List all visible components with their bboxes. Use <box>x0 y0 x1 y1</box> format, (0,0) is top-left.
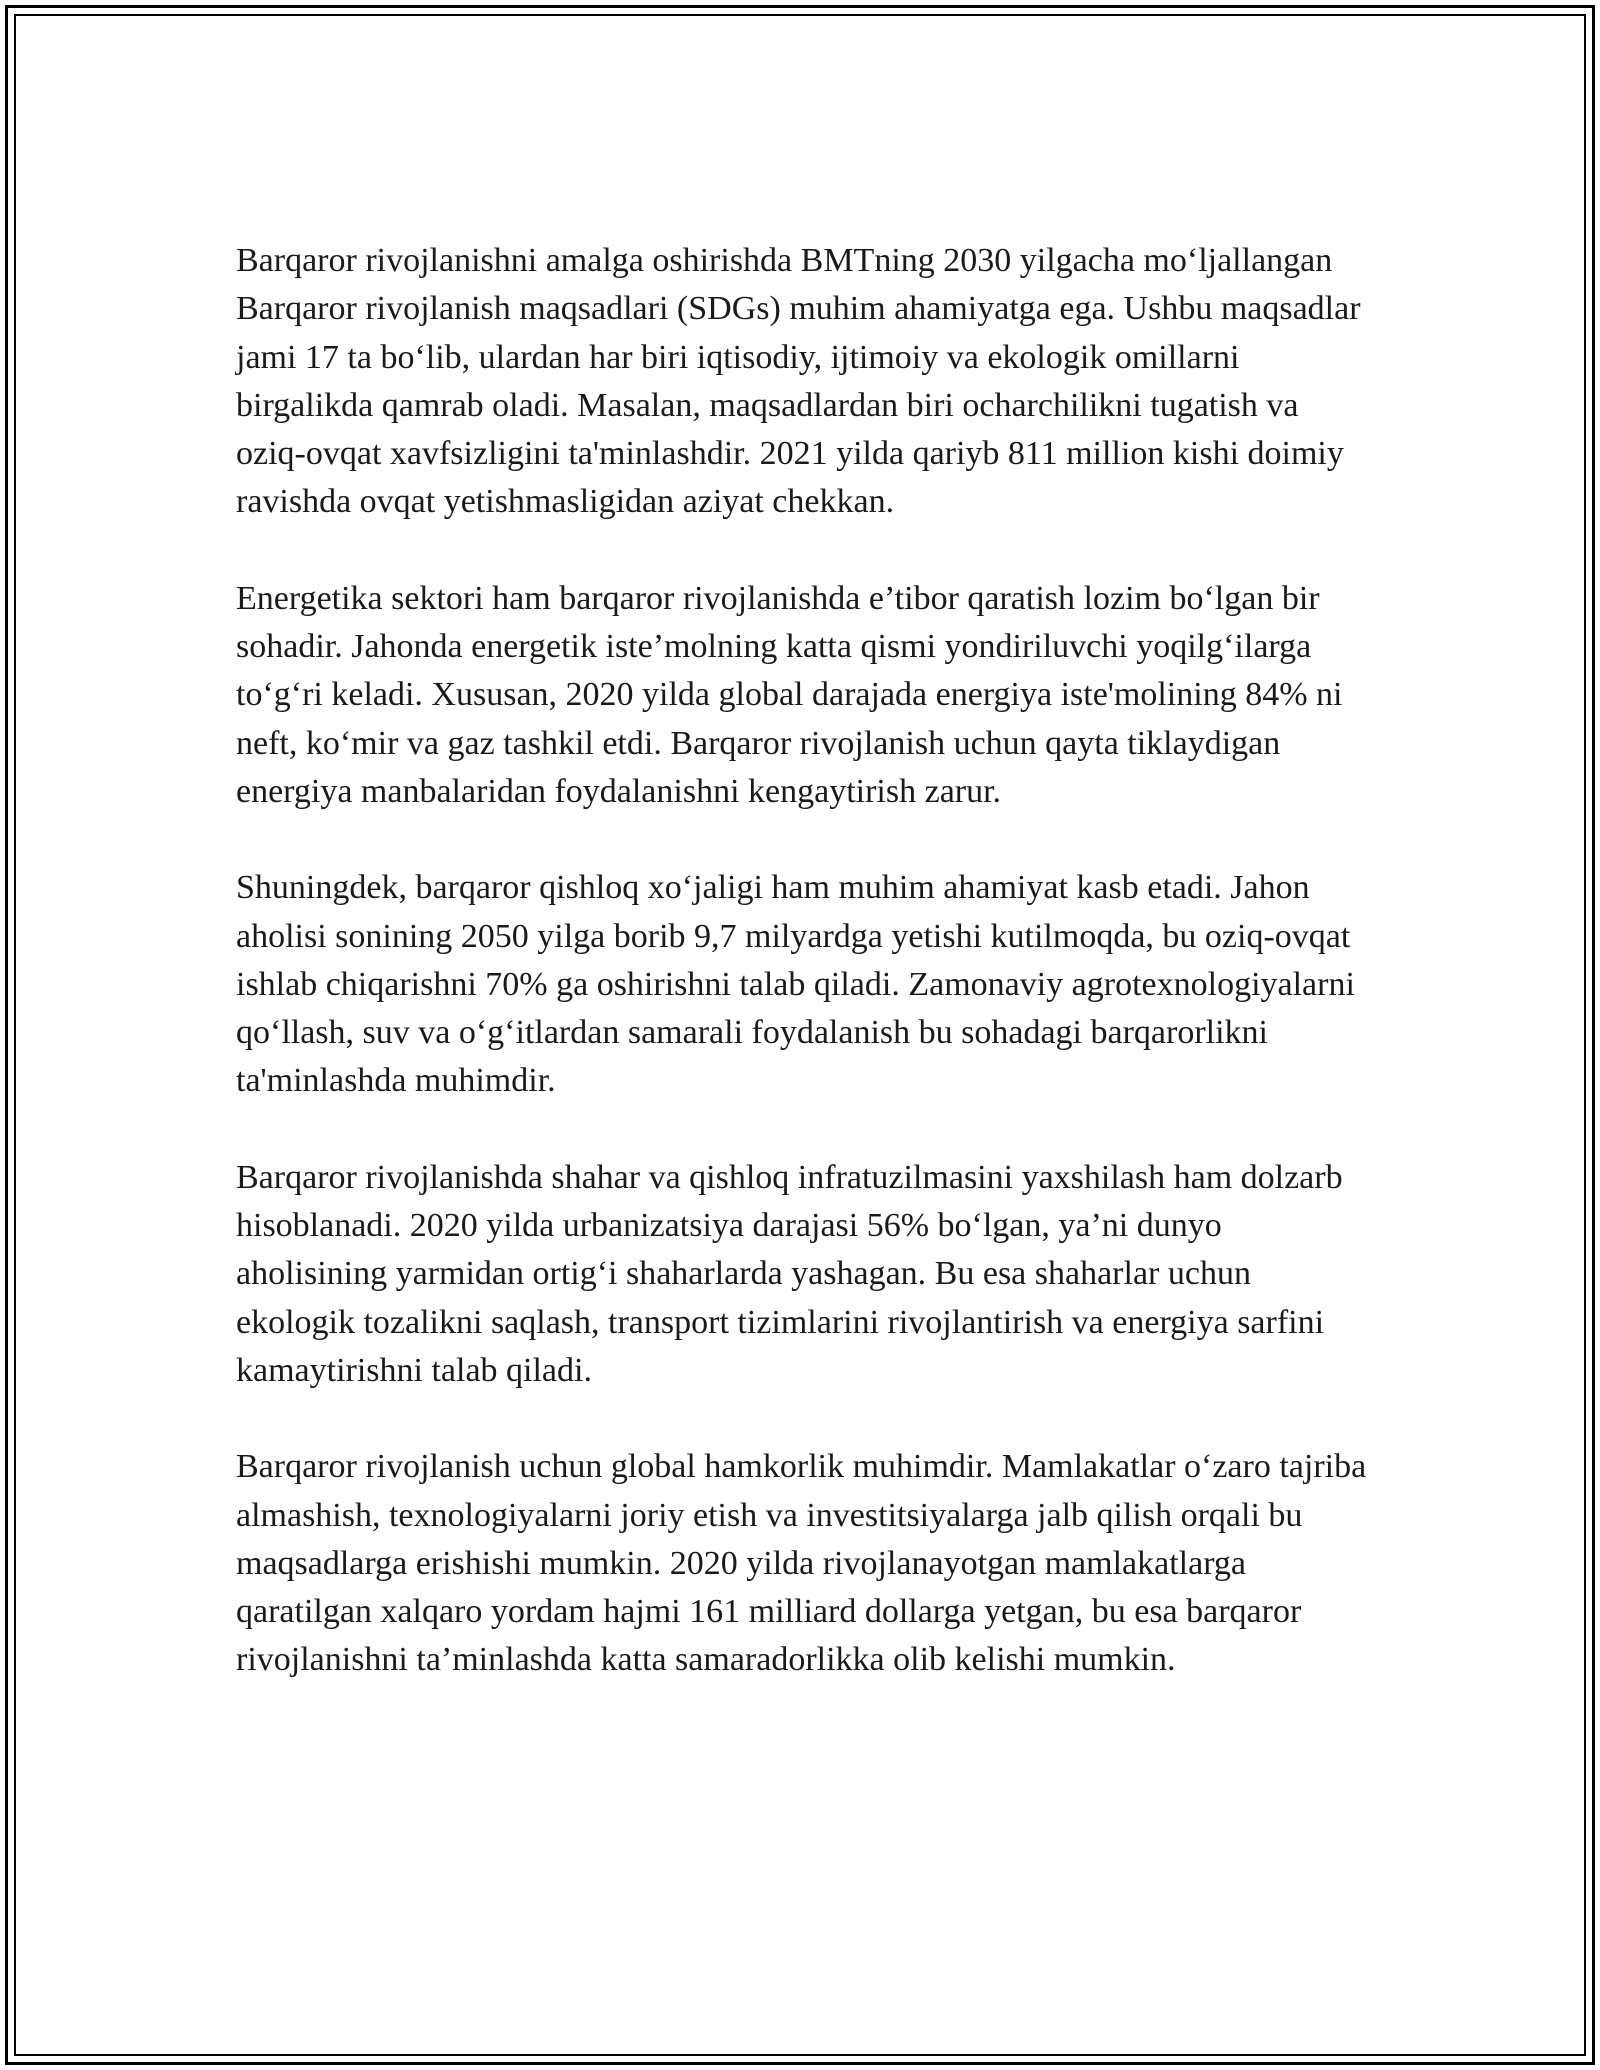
paragraph-energy: Energetika sektori ham barqaror rivojlanishda e’tibor qaratish lozim bo‘lgan bir sohadir. Jahonda energetik iste’molning katta qismi yondiriluvchi yoqilg‘ilarga to‘g‘ri keladi. Xususan, 2020 yilda global darajada energiya iste'molining 84% ni neft, ko‘mir va gaz tashkil etdi. Barqaror rivojlanish uchun qayta tiklaydigan energiya manbalaridan foydalanishni kengaytirish zarur. <box>236 579 1343 810</box>
paragraph-agriculture: Shuningdek, barqaror qishloq xo‘jaligi ham muhim ahamiyat kasb etadi. Jahon aholisi sonining 2050 yilga borib 9,7 milyardga yetishi kutilmoqda, bu oziq-ovqat ishlab chiqarishni 70% ga oshirishni talab qiladi. Zamonaviy agrotexnologiyalarni qo‘llash, suv va o‘g‘itlardan samarali foydalanish bu sohadagi barqarorlikni ta'minlashda muhimdir. <box>236 869 1355 1100</box>
document-body <box>236 237 1376 1733</box>
paragraph-infrastructure: Barqaror rivojlanishda shahar va qishloq infratuzilmasini yaxshilash ham dolzarb hisoblanadi. 2020 yilda urbanizatsiya darajasi 56% bo‘lgan, ya’ni dunyo aholisining yarmidan ortig‘i shaharlarda yashagan. Bu esa shaharlar uchun ekologik tozalikni saqlash, transport tizimlarini rivojlantirish va energiya sarfini kamaytirishni talab qiladi. <box>236 1158 1343 1389</box>
paragraph-cooperation: Barqaror rivojlanish uchun global hamkorlik muhimdir. Mamlakatlar o‘zaro tajriba almashish, texnologiyalarni joriy etish va investitsiyalarga jalb qilish orqali bu maqsadlarga erishishi mumkin. 2020 yilda rivojlanayotgan mamlakatlarga qaratilgan xalqaro yordam hajmi 161 milliard dollarga yetgan, bu esa barqaror rivojlanishni ta’minlashda katta samaradorlikka olib kelishi mumkin. <box>236 1448 1367 1679</box>
paragraph-sdgs: Barqaror rivojlanishni amalga oshirishda BMTning 2030 yilgacha mo‘ljallangan Barqaror rivojlanish maqsadlari (SDGs) muhim ahamiyatga ega. Ushbu maqsadlar jami 17 ta bo‘lib, ulardan har biri iqtisodiy, ijtimoiy va ekologik omillarni birgalikda qamrab oladi. Masalan, maqsadlardan biri ocharchilikni tugatish va oziq-ovqat xavfsizligini ta'minlashdir. 2021 yilda qariyb 811 million kishi doimiy ravishda ovqat yetishmasligidan aziyat chekkan. <box>236 242 1361 521</box>
